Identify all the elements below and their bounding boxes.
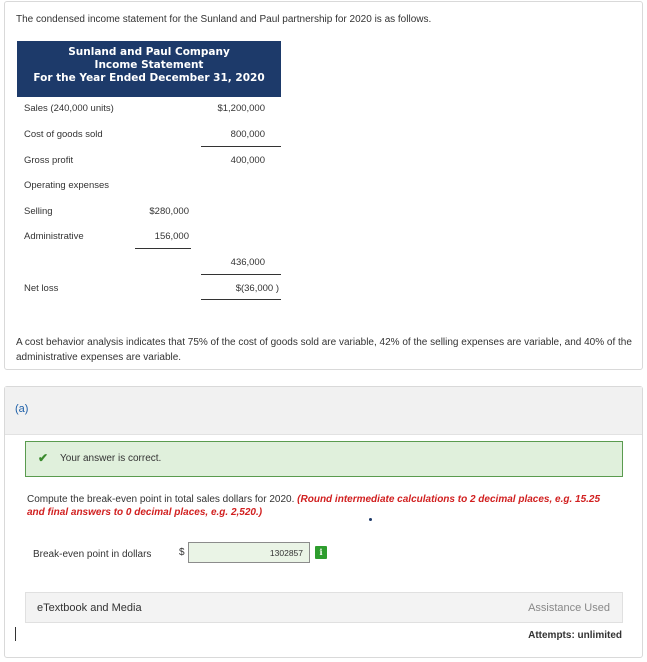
correct-feedback-box (25, 441, 623, 477)
checkmark-icon: ✔ (38, 451, 49, 465)
cogs-amount: 800,000 (230, 129, 265, 140)
sales-amount: $1,200,000 (217, 103, 265, 114)
net-loss-amount: $(36,000 ) (235, 283, 279, 294)
part-label: (a) (15, 403, 29, 415)
info-icon[interactable]: i (315, 546, 327, 559)
question-prompt: Compute the break-even point in total sales dollars for 2020. (27, 494, 295, 505)
rounding-instructions: (Round intermediate calculations to 2 decimal places, e.g. 15.25 and final answers to 0 decimal places, e.g. 2,520.) (27, 494, 601, 518)
total-expenses-underline (201, 274, 281, 275)
cogs-label: Cost of goods sold (24, 129, 103, 140)
question-text (27, 493, 617, 519)
break-even-label: Break-even point in dollars (33, 549, 152, 560)
problem-card (4, 1, 643, 370)
statement-title: Income Statement (94, 59, 204, 71)
total-expenses-amount: 436,000 (230, 257, 265, 268)
administrative-underline (135, 248, 191, 249)
administrative-label: Administrative (24, 231, 84, 242)
part-a-card (4, 386, 643, 658)
cogs-underline (201, 146, 281, 147)
part-a-header (5, 387, 642, 435)
company-name: Sunland and Paul Company (68, 46, 230, 58)
administrative-amount: 156,000 (154, 231, 189, 242)
operating-expenses-label: Operating expenses (24, 180, 110, 191)
break-even-input[interactable] (188, 542, 310, 563)
income-statement-header (17, 41, 281, 97)
statement-period: For the Year Ended December 31, 2020 (33, 72, 265, 84)
gross-profit-amount: 400,000 (230, 155, 265, 166)
attempts-label: Attempts: unlimited (528, 630, 622, 641)
gross-profit-label: Gross profit (24, 155, 74, 166)
net-loss-label: Net loss (24, 283, 59, 294)
net-loss-double-underline-top (201, 299, 281, 300)
etextbook-bar[interactable] (25, 592, 623, 623)
etextbook-link[interactable]: eTextbook and Media (37, 602, 142, 614)
assistance-used-label: Assistance Used (528, 602, 610, 614)
text-cursor (15, 627, 16, 641)
correct-feedback-text: Your answer is correct. (60, 453, 162, 464)
sales-label: Sales (240,000 units) (24, 103, 114, 114)
currency-symbol: $ (179, 547, 185, 558)
selling-amount: $280,000 (149, 206, 189, 217)
selling-label: Selling (24, 206, 53, 217)
cost-behavior-note: A cost behavior analysis indicates that 75% of the cost of goods sold are variable, 42% of the selling expenses are variable, and 40% of the administrative expenses are variable. (16, 337, 632, 363)
decorative-dot (369, 518, 372, 521)
intro-text: The condensed income statement for the Sunland and Paul partnership for 2020 is as follows. (16, 14, 432, 25)
